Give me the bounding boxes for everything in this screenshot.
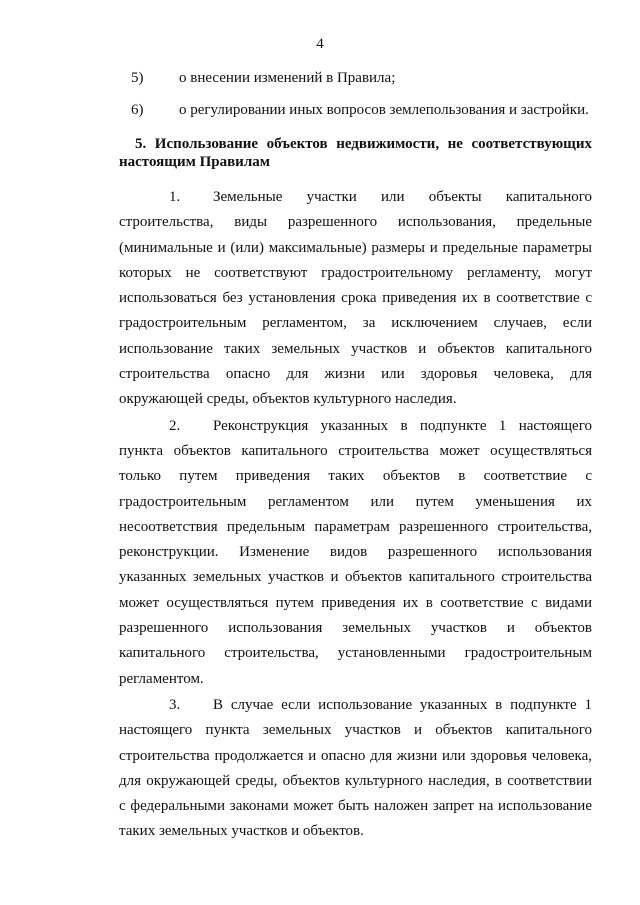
paragraph (119, 185, 592, 413)
list-item-text: о внесении изменений в Правила; (179, 70, 396, 86)
paragraph-text: Реконструкция указанных в подпункте 1 настоящего пункта объектов капитального строительства может осуществляться только путем приведения таких объектов в соответствие с градостроительным регламентом или путем уменьшения их несоответствия предельным параметрам разрешенного строительства, реконструкции. Изменение видов разрешенного использования указанных земельных участков и объектов капитального строительства может осуществляться путем приведения их в соответствие с видами разрешенного использования земельных участков и объектов капитального строительства, установленными градостроительным регламентом. (119, 417, 592, 687)
paragraph-number: 3. (169, 696, 181, 713)
paragraph-text: Земельные участки или объекты капитального строительства, виды разрешенного использования, предельные (минимальные и (или) максимальные) размеры и предельные параметры которых не соответствуют градостроительному регламенту, могут использоваться без установления срока приведения их в соответствие с градостроительным регламентом, за исключением случаев, если использование таких земельных участков и объектов капитального строительства опасно для жизни или здоровья человека, для окружающей среды, объектов культурного наследия. (119, 189, 592, 408)
list-item-text: о регулировании иных вопросов землепользования и застройки. (179, 102, 589, 118)
paragraph-text: В случае если использование указанных в подпункте 1 настоящего пункта земельных участков и объектов капитального строительства продолжается и опасно для жизни или здоровья человека, для окружающей среды, объектов культурного наследия, в соответствии с федеральными законами может быть наложен запрет на использование таких земельных участков и объектов. (119, 696, 592, 840)
section-heading: 5. Использование объектов недвижимости, не соответствующих настоящим Правилам (119, 136, 592, 170)
paragraph (119, 414, 592, 692)
paragraph-number: 1. (169, 189, 181, 205)
list-item (119, 66, 592, 91)
list-item (119, 98, 592, 123)
page-number: 4 (316, 36, 324, 52)
document-body (119, 66, 592, 845)
list-item-number: 6) (131, 102, 144, 118)
paragraph (119, 693, 592, 845)
paragraph-number: 2. (169, 417, 181, 434)
list-item-number: 5) (131, 70, 144, 86)
